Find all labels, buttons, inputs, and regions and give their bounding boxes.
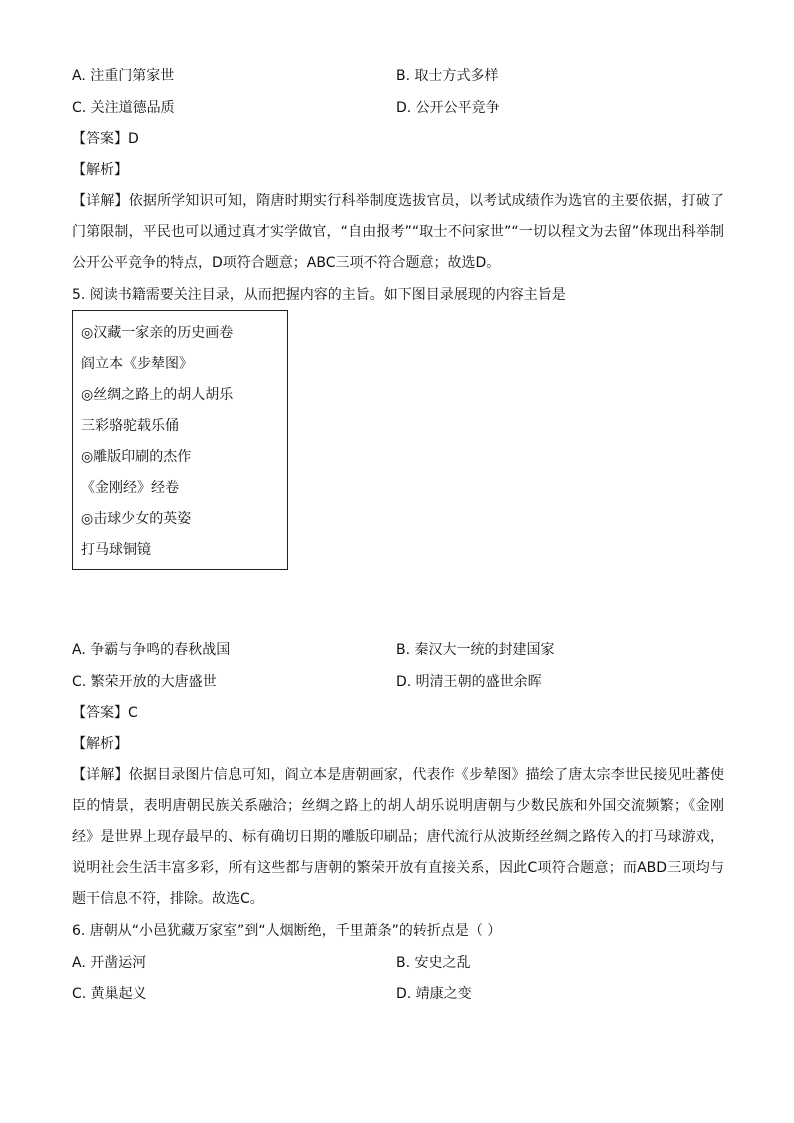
q5-option-a: A. 争霸与争鸣的春秋战国 xyxy=(72,642,231,658)
catalog-entry: ◎丝绸之路上的胡人胡乐 xyxy=(81,387,234,403)
q6-option-d: D. 靖康之变 xyxy=(396,986,472,1002)
q5-catalog-box xyxy=(72,310,288,570)
q5-detail: 【详解】依据目录图片信息可知，阎立本是唐朝画家，代表作《步辇图》描绘了唐太宗李世民接见吐蕃使臣的情景，表明唐朝民族关系融洽；丝绸之路上的胡人胡乐说明唐朝与少数民族和外国交流频繁；《金刚经》是世界上现存最早的、标有确切日期的雕版印刷品；唐代流行从波斯经丝绸之路传入的打马球游戏，说明社会生活丰富多彩，所有这些都与唐朝的繁荣开放有直接关系，因此C项符合题意；而ABD三项均与题干信息不符，排除。故选C。 xyxy=(72,767,724,907)
q6-stem: 6. 唐朝从“小邑犹藏万家室”到“人烟断绝，千里萧条”的转折点是（ ） xyxy=(72,923,502,939)
q4-analysis-label: 【解析】 xyxy=(72,162,128,178)
q6-option-a: A. 开凿运河 xyxy=(72,955,147,971)
q4-option-a: A. 注重门第家世 xyxy=(72,68,175,84)
q5-analysis-label: 【解析】 xyxy=(72,736,128,752)
q4-option-c: C. 关注道德品质 xyxy=(72,100,175,116)
catalog-entry: ◎击球少女的英姿 xyxy=(81,511,192,527)
q4-answer: 【答案】D xyxy=(72,131,139,147)
q5-option-b: B. 秦汉大一统的封建国家 xyxy=(396,642,555,658)
catalog-entry: 三彩骆驼载乐俑 xyxy=(81,418,179,434)
catalog-entry: 打马球铜镜 xyxy=(81,542,151,558)
q5-stem: 5. 阅读书籍需要关注目录，从而把握内容的主旨。如下图目录展现的内容主旨是 xyxy=(72,287,566,303)
catalog-entry: ◎雕版印刷的杰作 xyxy=(81,449,192,465)
q5-option-c: C. 繁荣开放的大唐盛世 xyxy=(72,674,217,690)
q5-answer: 【答案】C xyxy=(72,705,138,721)
q4-detail: 【详解】依据所学知识可知，隋唐时期实行科举制度选拔官员，以考试成绩作为选官的主要依据，打破了门第限制，平民也可以通过真才实学做官，“自由报考”“取士不问家世”“一切以程文为去留”体现出科举制公开公平竞争的特点，D项符合题意；ABC三项不符合题意；故选D。 xyxy=(72,193,724,271)
catalog-entry: 阎立本《步辇图》 xyxy=(81,356,193,372)
catalog-entry: 《金刚经》经卷 xyxy=(81,480,179,496)
q4-option-b: B. 取士方式多样 xyxy=(396,68,499,84)
q6-option-b: B. 安史之乱 xyxy=(396,955,471,971)
q4-option-d: D. 公开公平竞争 xyxy=(396,100,500,116)
q6-option-c: C. 黄巢起义 xyxy=(72,986,147,1002)
catalog-entry: ◎汉藏一家亲的历史画卷 xyxy=(81,325,234,341)
q5-option-d: D. 明清王朝的盛世余晖 xyxy=(396,674,542,690)
